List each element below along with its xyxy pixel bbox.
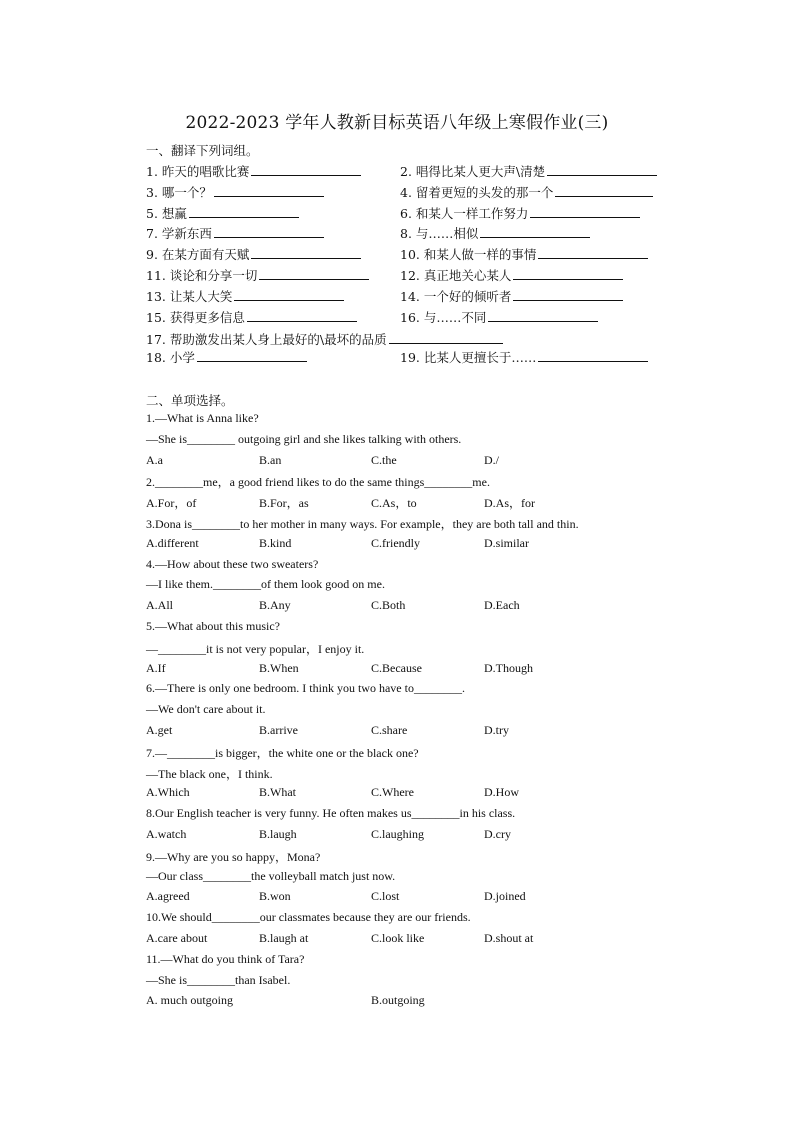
answer-option[interactable]: C.look like bbox=[371, 931, 425, 945]
section-2-heading: 二、单项选择。 bbox=[146, 393, 234, 408]
item-text: 留着更短的头发的那一个 bbox=[415, 185, 554, 200]
translate-item bbox=[146, 348, 307, 366]
translate-item bbox=[400, 183, 653, 201]
translate-item bbox=[400, 224, 590, 242]
item-text: 唱得比某人更大声\清楚 bbox=[415, 164, 546, 179]
item-text: 学新东西 bbox=[161, 226, 212, 241]
question-line: —I like them.________of them look good on me. bbox=[146, 577, 385, 591]
answer-option[interactable]: C.share bbox=[371, 723, 408, 737]
translate-item bbox=[400, 308, 598, 326]
answer-blank[interactable] bbox=[480, 225, 590, 238]
answer-option[interactable]: B.kind bbox=[259, 536, 292, 550]
answer-blank[interactable] bbox=[547, 163, 657, 176]
answer-option[interactable]: B.For，as bbox=[259, 496, 309, 510]
answer-option[interactable]: B.Any bbox=[259, 598, 291, 612]
answer-option[interactable]: C.lost bbox=[371, 889, 400, 903]
translate-item bbox=[146, 162, 361, 180]
answer-option[interactable]: A. much outgoing bbox=[146, 993, 233, 1007]
item-number: 19. bbox=[400, 350, 424, 365]
item-text: 和某人一样工作努力 bbox=[415, 206, 529, 221]
answer-blank[interactable] bbox=[247, 309, 357, 322]
item-text: 昨天的唱歌比赛 bbox=[161, 164, 250, 179]
item-number: 17. bbox=[146, 332, 170, 347]
answer-option[interactable]: B.won bbox=[259, 889, 291, 903]
item-number: 18. bbox=[146, 350, 170, 365]
item-text: 让某人大笑 bbox=[169, 289, 233, 304]
section-1-heading: 一、翻译下列词组。 bbox=[146, 143, 259, 158]
answer-option[interactable]: D.joined bbox=[484, 889, 526, 903]
answer-option[interactable]: C.Because bbox=[371, 661, 422, 675]
answer-blank[interactable] bbox=[555, 184, 653, 197]
question-line: 1.—What is Anna like? bbox=[146, 411, 259, 425]
item-text: 与……不同 bbox=[423, 310, 487, 325]
answer-option[interactable]: D.shout at bbox=[484, 931, 534, 945]
answer-option[interactable]: A.agreed bbox=[146, 889, 190, 903]
translate-item bbox=[400, 266, 623, 284]
translate-item bbox=[146, 266, 369, 284]
item-text: 比某人更擅长于…… bbox=[423, 350, 537, 365]
answer-option[interactable]: D.How bbox=[484, 785, 519, 799]
item-number: 11. bbox=[146, 268, 170, 283]
translate-item bbox=[400, 287, 623, 305]
translate-item bbox=[146, 204, 299, 222]
answer-option[interactable]: D.similar bbox=[484, 536, 529, 550]
item-number: 15. bbox=[146, 310, 170, 325]
item-text: 小学 bbox=[169, 350, 195, 365]
item-number: 12. bbox=[400, 268, 424, 283]
question-line: —________it is not very popular，I enjoy it. bbox=[146, 642, 365, 656]
question-line: —She is________ outgoing girl and she likes talking with others. bbox=[146, 432, 462, 446]
answer-blank[interactable] bbox=[259, 267, 369, 280]
question-line: 10.We should________our classmates because they are our friends. bbox=[146, 910, 471, 924]
answer-option[interactable]: B.an bbox=[259, 453, 282, 467]
answer-blank[interactable] bbox=[513, 288, 623, 301]
item-text: 谈论和分享一切 bbox=[169, 268, 258, 283]
question-line: 5.—What about this music? bbox=[146, 619, 280, 633]
item-text: 哪一个？ bbox=[161, 185, 212, 200]
translate-item bbox=[400, 348, 648, 366]
item-number: 1. bbox=[146, 164, 162, 179]
question-line: 2.________me，a good friend likes to do the same things________me. bbox=[146, 475, 490, 489]
answer-option[interactable]: A.a bbox=[146, 453, 163, 467]
question-line: 11.—What do you think of Tara? bbox=[146, 952, 305, 966]
item-text: 在某方面有天赋 bbox=[161, 247, 250, 262]
answer-option[interactable]: B.laugh at bbox=[259, 931, 309, 945]
answer-option[interactable]: C.the bbox=[371, 453, 397, 467]
answer-option[interactable]: A.All bbox=[146, 598, 173, 612]
answer-blank[interactable] bbox=[530, 205, 640, 218]
answer-option[interactable]: C.Where bbox=[371, 785, 414, 799]
question-line: 7.—________is bigger，the white one or the black one? bbox=[146, 746, 419, 760]
question-line: —Our class________the volleyball match just now. bbox=[146, 869, 396, 883]
translate-item bbox=[400, 204, 640, 222]
answer-option[interactable]: D.cry bbox=[484, 827, 511, 841]
item-number: 4. bbox=[400, 185, 416, 200]
translate-item bbox=[146, 183, 324, 201]
answer-option[interactable]: A.get bbox=[146, 723, 173, 737]
question-line: —She is________than Isabel. bbox=[146, 973, 291, 987]
item-text: 与……相似 bbox=[415, 226, 479, 241]
answer-option[interactable]: C.friendly bbox=[371, 536, 420, 550]
answer-blank[interactable] bbox=[214, 184, 324, 197]
answer-option[interactable]: B.What bbox=[259, 785, 296, 799]
translate-item bbox=[146, 330, 503, 348]
translate-item bbox=[146, 224, 324, 242]
answer-blank[interactable] bbox=[251, 163, 361, 176]
item-text: 想赢 bbox=[161, 206, 187, 221]
question-line: 3.Dona is________to her mother in many ways. For example，they are both tall and thin. bbox=[146, 517, 579, 531]
item-number: 8. bbox=[400, 226, 416, 241]
translate-item bbox=[400, 162, 657, 180]
answer-option[interactable]: A.watch bbox=[146, 827, 187, 841]
answer-option[interactable]: B.laugh bbox=[259, 827, 297, 841]
answer-option[interactable]: B.When bbox=[259, 661, 299, 675]
page-title: 2022-2023 学年人教新目标英语八年级上寒假作业(三) bbox=[185, 113, 609, 133]
answer-blank[interactable] bbox=[214, 225, 324, 238]
item-number: 5. bbox=[146, 206, 162, 221]
question-line: 6.—There is only one bedroom. I think you two have to________. bbox=[146, 681, 465, 695]
answer-blank[interactable] bbox=[538, 349, 648, 362]
item-number: 14. bbox=[400, 289, 424, 304]
answer-option[interactable]: D.try bbox=[484, 723, 509, 737]
item-text: 真正地关心某人 bbox=[423, 268, 512, 283]
translate-item bbox=[146, 308, 357, 326]
item-number: 7. bbox=[146, 226, 162, 241]
answer-blank[interactable] bbox=[234, 288, 344, 301]
answer-option[interactable]: A.different bbox=[146, 536, 199, 550]
answer-option[interactable]: C.As，to bbox=[371, 496, 417, 510]
answer-option[interactable]: A.If bbox=[146, 661, 166, 675]
item-number: 2. bbox=[400, 164, 416, 179]
answer-option[interactable]: A.Which bbox=[146, 785, 190, 799]
item-number: 6. bbox=[400, 206, 416, 221]
answer-option[interactable]: A.For，of bbox=[146, 496, 197, 510]
answer-blank[interactable] bbox=[538, 246, 648, 259]
item-number: 9. bbox=[146, 247, 162, 262]
answer-option[interactable]: D.Each bbox=[484, 598, 520, 612]
question-line: 9.—Why are you so happy，Mona? bbox=[146, 850, 321, 864]
answer-blank[interactable] bbox=[488, 309, 598, 322]
question-line: 4.—How about these two sweaters? bbox=[146, 557, 319, 571]
answer-option[interactable]: D.Though bbox=[484, 661, 533, 675]
answer-option[interactable]: D.As，for bbox=[484, 496, 535, 510]
answer-blank[interactable] bbox=[189, 205, 299, 218]
answer-blank[interactable] bbox=[513, 267, 623, 280]
answer-blank[interactable] bbox=[251, 246, 361, 259]
answer-option[interactable]: D./ bbox=[484, 453, 499, 467]
translate-item bbox=[146, 287, 344, 305]
answer-blank[interactable] bbox=[197, 349, 307, 362]
question-line: 8.Our English teacher is very funny. He often makes us________in his class. bbox=[146, 806, 516, 820]
item-number: 3. bbox=[146, 185, 162, 200]
item-text: 和某人做一样的事情 bbox=[423, 247, 537, 262]
answer-option[interactable]: C.Both bbox=[371, 598, 406, 612]
answer-option[interactable]: B.outgoing bbox=[371, 993, 425, 1007]
item-text: 获得更多信息 bbox=[169, 310, 245, 325]
answer-option[interactable]: C.laughing bbox=[371, 827, 424, 841]
item-text: 帮助激发出某人身上最好的\最坏的品质 bbox=[169, 332, 387, 347]
question-line: —We don't care about it. bbox=[146, 702, 266, 716]
item-number: 16. bbox=[400, 310, 424, 325]
question-line: —The black one，I think. bbox=[146, 767, 273, 781]
translate-item bbox=[146, 245, 361, 263]
answer-blank[interactable] bbox=[389, 331, 503, 344]
item-number: 13. bbox=[146, 289, 170, 304]
item-number: 10. bbox=[400, 247, 424, 262]
answer-option[interactable]: B.arrive bbox=[259, 723, 298, 737]
item-text: 一个好的倾听者 bbox=[423, 289, 512, 304]
translate-item bbox=[400, 245, 648, 263]
answer-option[interactable]: A.care about bbox=[146, 931, 208, 945]
